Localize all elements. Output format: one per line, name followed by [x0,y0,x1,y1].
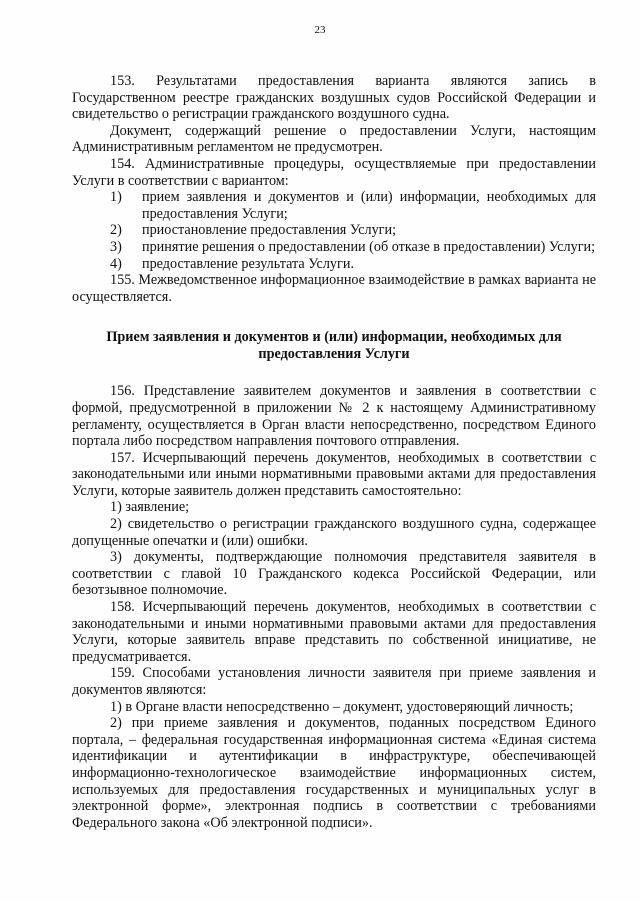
paragraph-157-item-3: 3) документы, подтверждающие полномочия представителя заявителя в соответствии с главой 10 Гражданского кодекса Российской Федерации, или безотзывное полномочие. [72,549,596,599]
paragraph-159-item-2: 2) при приеме заявления и документов, поданных посредством Единого портала, – федеральная государственная информационная система «Единая система идентификации и аутентификации в инфраструктуре, обеспечивающей информационно-технологическое взаимодействие информационных систем, используемых для предоставления государственных и муниципальных услуг в электронной форме», электронная подпись в соответствии с требованиями Федерального закона «Об электронной подписи». [72,715,596,831]
list-item-number: 2) [110,222,122,239]
paragraph-155: 155. Межведомственное информационное взаимодействие в рамках варианта не осуществляется. [72,272,596,305]
list-item-text: приостановление предоставления Услуги; [142,222,397,239]
list-item [72,239,596,256]
list-item-number: 3) [110,238,122,255]
paragraph-158: 158. Исчерпывающий перечень документов, необходимых в соответствии с законодательными и иными нормативными правовыми актами для предоставления Услуги, которые заявитель вправе представить по собственной инициативе, не предусматривается. [72,599,596,665]
paragraph-157: 157. Исчерпывающий перечень документов, необходимых в соответствии с законодательными или иными нормативными правовыми актами для предоставления Услуги, которые заявитель должен представить самостоятельно: [72,449,596,499]
list-item-text: принятие решения о предоставлении (об отказе в предоставлении) Услуги; [142,238,596,255]
list-item-number: 1) [110,189,122,206]
list-item [72,189,596,222]
paragraph-159-item-1: 1) в Органе власти непосредственно – документ, удостоверяющий личность; [110,698,574,715]
page-number: 23 [314,24,326,36]
section-heading-line-1: Прием заявления и документов и (или) информации, необходимых для [106,329,562,346]
list-item-number: 4) [110,255,122,272]
paragraph-156: 156. Представление заявителем документов и заявления в соответствии с формой, предусмотренной в приложении № 2 к настоящему Административному регламенту, осуществляется в Орган власти непосредственно, посредством Единого портала либо посредством направления почтового отправления. [72,383,596,450]
paragraph-153: 153. Результатами предоставления варианта являются запись в Государственном реестре гражданских воздушных судов Российской Федерации и свидетельство о регистрации гражданского воздушного судна. [72,73,596,123]
document-body [72,73,596,831]
list-item [72,222,596,239]
paragraph-159: 159. Способами установления личности заявителя при приеме заявления и документов являются: [72,665,596,698]
paragraph-157-item-1: 1) заявление; [110,499,190,516]
list-item-text: прием заявления и документов и (или) информации, необходимых для предоставления Услуги; [142,189,596,222]
section-heading-line-2: предоставления Услуги [258,346,410,363]
list-item-text: предоставление результата Услуги. [142,255,354,272]
paragraph-153-note: Документ, содержащий решение о предоставлении Услуги, настоящим Административным регламентом не предусмотрен. [72,122,596,156]
list-item [72,256,596,273]
paragraph-157-item-2: 2) свидетельство о регистрации гражданского воздушного судна, содержащее допущенные опечатки и (или) ошибки. [72,516,596,549]
paragraph-154: 154. Административные процедуры, осуществляемые при предоставлении Услуги в соответствии с вариантом: [72,155,596,189]
